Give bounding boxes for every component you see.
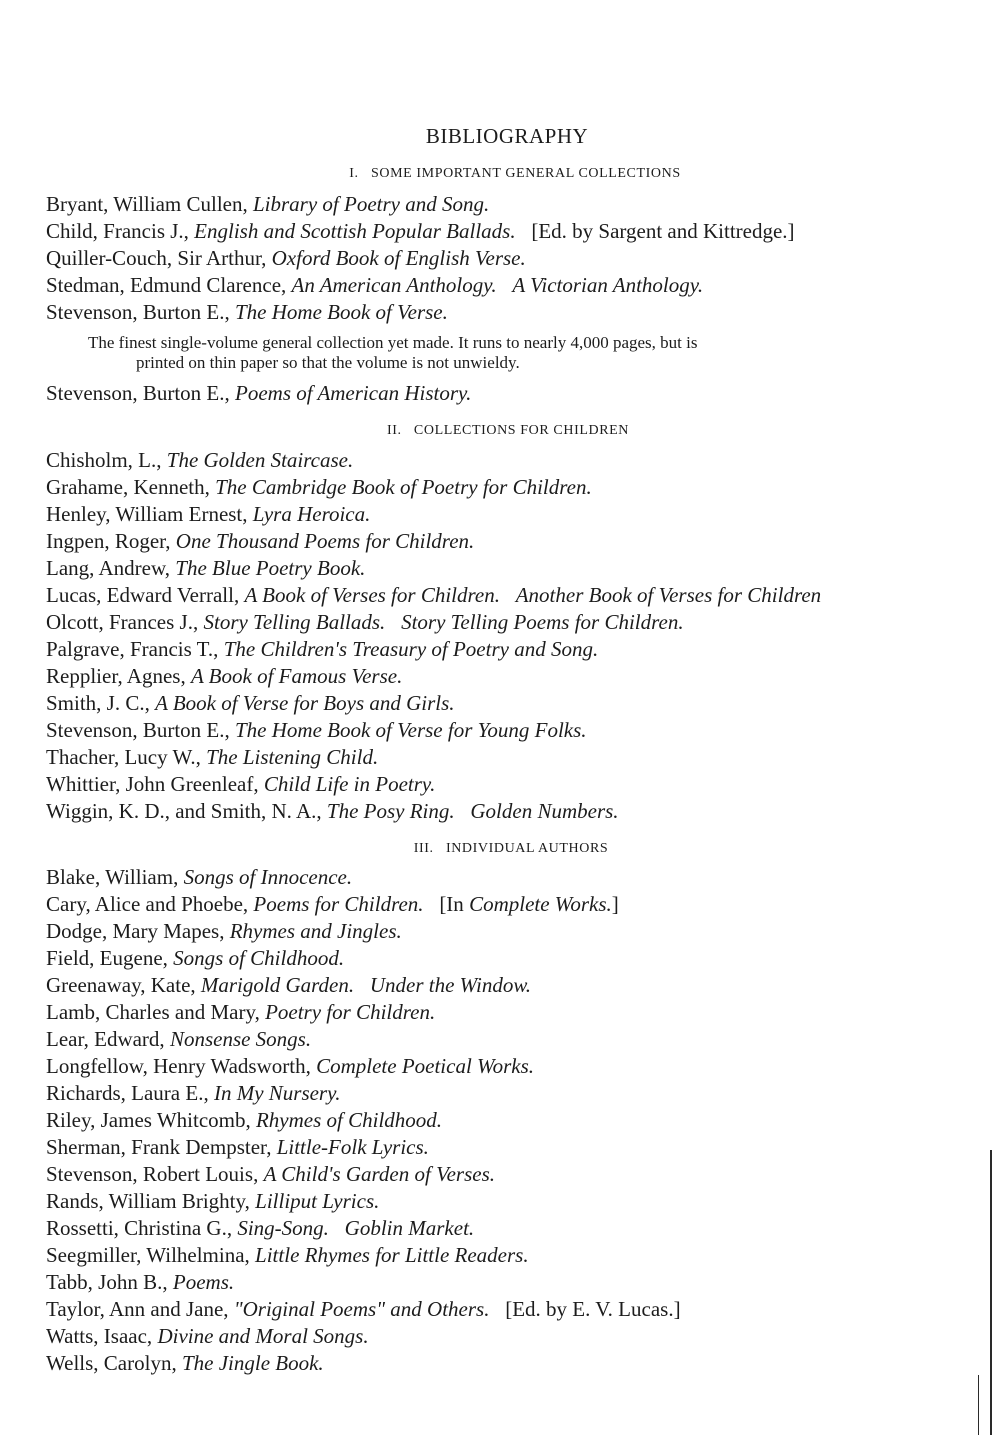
list-item <box>46 221 795 242</box>
entry-title-secondary: Under the Window. <box>369 973 532 997</box>
list-item <box>46 1245 529 1266</box>
entry-title: Poems. <box>172 1270 235 1294</box>
entry-author: Cary, Alice and Phoebe, <box>46 892 254 916</box>
list-item <box>46 1353 324 1374</box>
entry-title-secondary: Golden Numbers. <box>470 799 619 823</box>
entry-author: Riley, James Whitcomb, <box>46 1108 256 1132</box>
entry-title: Sing-Song. <box>237 1216 329 1240</box>
entry-author: Stevenson, Robert Louis, <box>46 1162 264 1186</box>
entry-author: Longfellow, Henry Wadsworth, <box>46 1054 317 1078</box>
entry-title: English and Scottish Popular Ballads. <box>194 219 516 243</box>
entry-author: Dodge, Mary Mapes, <box>46 919 230 943</box>
entry-title: In My Nursery. <box>213 1081 341 1105</box>
entry-author: Palgrave, Francis T., <box>46 637 224 661</box>
entry-author: Chisholm, L., <box>46 448 167 472</box>
entry-title: The Posy Ring. <box>326 799 455 823</box>
list-item <box>46 504 370 525</box>
list-item <box>46 666 402 687</box>
entry-author: Henley, William Ernest, <box>46 502 253 526</box>
entry-author: Lear, Edward, <box>46 1027 170 1051</box>
entry-title: The Home Book of Verse for Young Folks. <box>235 718 587 742</box>
list-item <box>46 1164 495 1185</box>
entry-author: Stevenson, Burton E., <box>46 381 235 405</box>
list-item <box>46 975 531 996</box>
entry-author: Thacher, Lucy W., <box>46 745 207 769</box>
list-item <box>46 1326 369 1347</box>
entry-author: Wiggin, K. D., and Smith, N. A., <box>46 799 327 823</box>
entry-title-secondary: Another Book of Verses for Children <box>515 583 822 607</box>
entry-title: The Jingle Book. <box>181 1351 324 1375</box>
entry-note: [Ed. by Sargent and Kittredge.] <box>531 219 795 243</box>
list-item <box>46 383 471 404</box>
entry-title: Poetry for Children. <box>265 1000 436 1024</box>
list-item <box>46 747 378 768</box>
entry-author: Olcott, Frances J., <box>46 610 204 634</box>
list-item <box>46 558 365 579</box>
section-heading-collections-for-children <box>0 423 1000 439</box>
section-numeral: II. <box>386 423 402 438</box>
entry-author: Wells, Carolyn, <box>46 1351 182 1375</box>
entry-title: "Original Poems" and Others. <box>233 1297 490 1321</box>
list-item <box>46 1110 442 1131</box>
entry-author: Richards, Laura E., <box>46 1081 214 1105</box>
entry-title: Complete Poetical Works. <box>316 1054 535 1078</box>
list-item <box>46 1272 234 1293</box>
entry-author: Stevenson, Burton E., <box>46 300 235 324</box>
list-item <box>46 867 352 888</box>
list-item <box>46 948 344 969</box>
list-item <box>46 639 598 660</box>
section-numeral: I. <box>349 166 359 181</box>
entry-author: Taylor, Ann and Jane, <box>46 1297 234 1321</box>
entry-author: Smith, J. C., <box>46 691 156 715</box>
entry-annotation <box>88 333 968 373</box>
entry-title: A Child's Garden of Verses. <box>263 1162 495 1186</box>
list-item <box>46 194 489 215</box>
entry-title: Poems for Children. <box>253 892 424 916</box>
entry-author: Sherman, Frank Dempster, <box>46 1135 277 1159</box>
entry-author: Tabb, John B., <box>46 1270 173 1294</box>
entry-title: Library of Poetry and Song. <box>253 192 490 216</box>
entry-title: A Book of Verse for Boys and Girls. <box>155 691 455 715</box>
entry-author: Blake, William, <box>46 865 184 889</box>
entry-title: One Thousand Poems for Children. <box>175 529 475 553</box>
entry-author: Seegmiller, Wilhelmina, <box>46 1243 256 1267</box>
entry-author: Repplier, Agnes, <box>46 664 191 688</box>
entry-title: The Children's Treasury of Poetry and Song. <box>223 637 599 661</box>
entry-author: Lucas, Edward Verrall, <box>46 583 245 607</box>
entry-author: Whittier, John Greenleaf, <box>46 772 264 796</box>
entry-author: Rossetti, Christina G., <box>46 1216 238 1240</box>
section-numeral: III. <box>413 841 434 856</box>
entry-author: Watts, Isaac, <box>46 1324 158 1348</box>
list-item <box>46 248 526 269</box>
entry-author: Ingpen, Roger, <box>46 529 176 553</box>
entry-title-secondary: Goblin Market. <box>344 1216 475 1240</box>
list-item <box>46 477 592 498</box>
list-item <box>46 450 353 471</box>
annotation-line: printed on thin paper so that the volume is not unwieldy. <box>136 353 520 372</box>
entry-author: Rands, William Brighty, <box>46 1189 256 1213</box>
entry-author: Grahame, Kenneth, <box>46 475 216 499</box>
list-item <box>46 1002 435 1023</box>
entry-title-secondary: A Victorian Anthology. <box>512 273 704 297</box>
entry-title: Lyra Heroica. <box>252 502 371 526</box>
entry-title: Little-Folk Lyrics. <box>276 1135 429 1159</box>
list-item <box>46 1218 474 1239</box>
entry-title: Little Rhymes for Little Readers. <box>255 1243 529 1267</box>
entry-author: Child, Francis J., <box>46 219 195 243</box>
section-heading-general-collections <box>0 166 1000 182</box>
annotation-line: The finest single-volume general collection yet made. It runs to nearly 4,000 pages, but is <box>88 333 698 352</box>
section-heading-individual-authors <box>0 841 1000 857</box>
entry-title: A Book of Famous Verse. <box>190 664 403 688</box>
list-item <box>46 774 435 795</box>
entry-title: Divine and Moral Songs. <box>157 1324 369 1348</box>
entry-title: Nonsense Songs. <box>169 1027 312 1051</box>
list-item <box>46 612 684 633</box>
entry-author: Stedman, Edmund Clarence, <box>46 273 292 297</box>
entry-author: Quiller-Couch, Sir Arthur, <box>46 246 272 270</box>
list-item <box>46 921 402 942</box>
entry-author: Lang, Andrew, <box>46 556 176 580</box>
entry-author: Field, Eugene, <box>46 946 174 970</box>
list-item <box>46 1029 311 1050</box>
list-item <box>46 1137 429 1158</box>
entry-note: [Ed. by E. V. Lucas.] <box>505 1297 681 1321</box>
entry-title: The Cambridge Book of Poetry for Children. <box>215 475 592 499</box>
entry-author: Greenaway, Kate, <box>46 973 201 997</box>
entry-author: Bryant, William Cullen, <box>46 192 253 216</box>
entry-title: Story Telling Ballads. <box>203 610 386 634</box>
entry-title: An American Anthology. <box>291 273 497 297</box>
list-item <box>46 1083 341 1104</box>
entry-author: Lamb, Charles and Mary, <box>46 1000 266 1024</box>
entry-title: Child Life in Poetry. <box>263 772 436 796</box>
page-edge-line <box>978 1375 979 1435</box>
list-item <box>46 801 619 822</box>
list-item <box>46 894 619 915</box>
entry-note-end: ] <box>611 892 619 916</box>
list-item <box>46 585 821 606</box>
entry-title: Marigold Garden. <box>200 973 355 997</box>
entry-author: Stevenson, Burton E., <box>46 718 235 742</box>
entry-title: Lilliput Lyrics. <box>255 1189 380 1213</box>
entry-title-secondary: Story Telling Poems for Children. <box>401 610 684 634</box>
section-title: INDIVIDUAL AUTHORS <box>445 841 609 856</box>
list-item <box>46 720 587 741</box>
entry-title: The Listening Child. <box>206 745 379 769</box>
entry-title: The Golden Staircase. <box>166 448 354 472</box>
entry-title: Songs of Childhood. <box>173 946 345 970</box>
list-item <box>46 275 703 296</box>
page-title: BIBLIOGRAPHY <box>425 124 589 148</box>
entry-title: The Home Book of Verse. <box>235 300 448 324</box>
entry-title: The Blue Poetry Book. <box>175 556 366 580</box>
entry-note: [In <box>439 892 470 916</box>
entry-title: Songs of Innocence. <box>183 865 353 889</box>
list-item <box>46 1299 681 1320</box>
entry-note-title: Complete Works. <box>469 892 612 916</box>
list-item <box>46 1191 379 1212</box>
list-item <box>46 531 474 552</box>
entry-title: Rhymes of Childhood. <box>255 1108 443 1132</box>
page-edge-line <box>990 1150 992 1435</box>
entry-title: Poems of American History. <box>235 381 472 405</box>
entry-title: Rhymes and Jingles. <box>229 919 402 943</box>
list-item <box>46 302 448 323</box>
section-title: SOME IMPORTANT GENERAL COLLECTIONS <box>370 166 681 181</box>
list-item <box>46 693 455 714</box>
entry-title: A Book of Verses for Children. <box>244 583 500 607</box>
section-title: COLLECTIONS FOR CHILDREN <box>413 423 629 438</box>
list-item <box>46 1056 534 1077</box>
entry-title: Oxford Book of English Verse. <box>271 246 526 270</box>
